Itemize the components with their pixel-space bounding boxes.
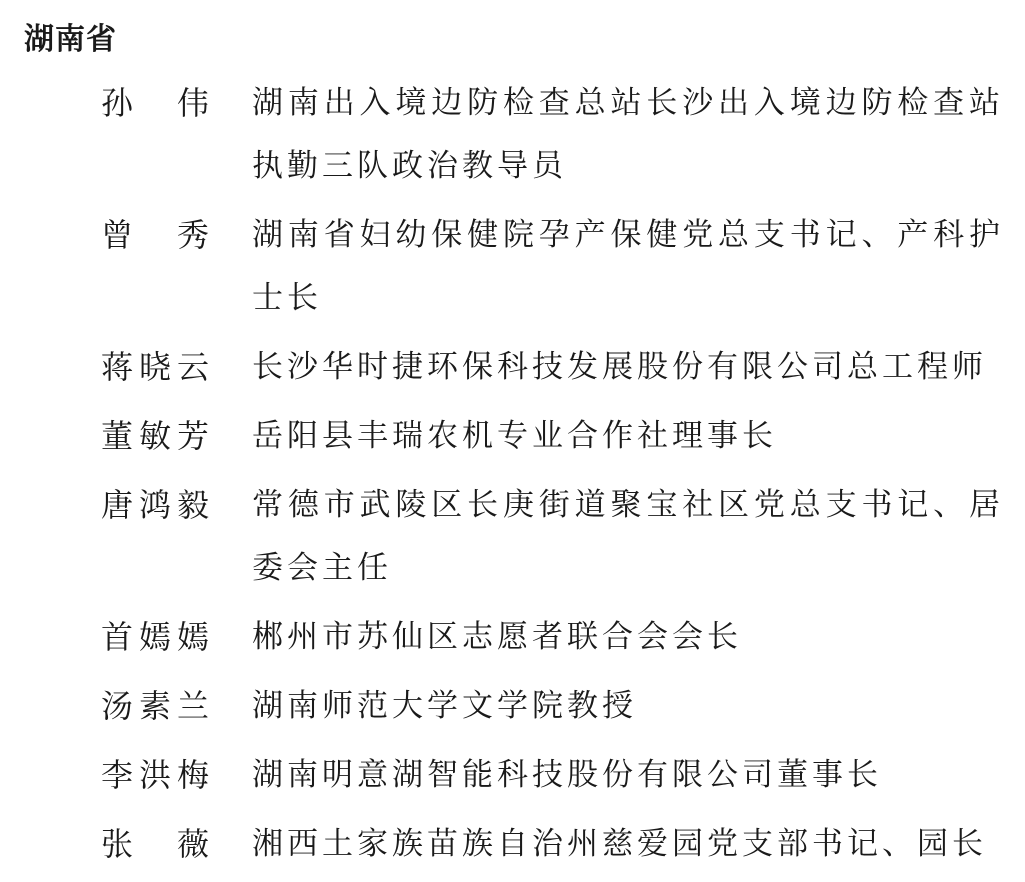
list-item bbox=[0, 336, 1025, 399]
person-name bbox=[101, 474, 209, 537]
name-char: 洪 bbox=[138, 756, 171, 794]
name-char: 孙 bbox=[101, 84, 134, 122]
person-title: 常德市武陵区长庚街道聚宝社区党总支书记、居委会主任 bbox=[252, 487, 1004, 586]
name-char: 秀 bbox=[176, 216, 209, 254]
list-item bbox=[0, 474, 1025, 600]
person-title: 长沙华时捷环保科技发展股份有限公司总工程师 bbox=[252, 349, 987, 385]
name-char: 唐 bbox=[101, 486, 134, 524]
list-item bbox=[0, 675, 1025, 738]
name-char: 嫣 bbox=[176, 618, 209, 656]
province-heading: 湖南省 bbox=[24, 22, 117, 57]
person-title: 郴州市苏仙区志愿者联合会会长 bbox=[252, 619, 742, 655]
person-title: 湖南明意湖智能科技股份有限公司董事长 bbox=[252, 757, 882, 793]
list-item bbox=[0, 606, 1025, 669]
person-name bbox=[101, 744, 209, 807]
name-char: 云 bbox=[176, 348, 209, 386]
name-char: 芳 bbox=[176, 417, 209, 455]
name-char: 兰 bbox=[176, 687, 209, 725]
name-char: 张 bbox=[101, 825, 134, 863]
name-char: 薇 bbox=[176, 825, 209, 863]
name-char: 嫣 bbox=[138, 618, 171, 656]
name-char: 李 bbox=[101, 756, 134, 794]
person-title: 湘西土家族苗族自治州慈爱园党支部书记、园长 bbox=[252, 826, 987, 862]
name-char: 伟 bbox=[176, 84, 209, 122]
person-name bbox=[101, 336, 209, 399]
person-title: 岳阳县丰瑞农机专业合作社理事长 bbox=[252, 418, 777, 454]
list-item bbox=[0, 72, 1025, 198]
name-char: 首 bbox=[101, 618, 134, 656]
name-char: 蒋 bbox=[101, 348, 134, 386]
person-name bbox=[101, 405, 209, 468]
person-name bbox=[101, 72, 209, 135]
name-char: 曾 bbox=[101, 216, 134, 254]
person-name bbox=[101, 813, 209, 876]
name-char: 鸿 bbox=[138, 486, 171, 524]
person-name bbox=[101, 606, 209, 669]
person-title: 湖南出入境边防检查总站长沙出入境边防检查站执勤三队政治教导员 bbox=[252, 85, 1004, 184]
name-char: 汤 bbox=[101, 687, 134, 725]
list-item bbox=[0, 813, 1025, 876]
name-char: 董 bbox=[101, 417, 134, 455]
person-name bbox=[101, 204, 209, 267]
person-name bbox=[101, 675, 209, 738]
name-char: 毅 bbox=[176, 486, 209, 524]
list-item bbox=[0, 405, 1025, 468]
person-title: 湖南省妇幼保健院孕产保健党总支书记、产科护士长 bbox=[252, 217, 1004, 316]
name-char: 敏 bbox=[138, 417, 171, 455]
person-title: 湖南师范大学文学院教授 bbox=[252, 688, 637, 724]
honoree-list bbox=[0, 72, 1025, 882]
list-item bbox=[0, 744, 1025, 807]
name-char: 素 bbox=[138, 687, 171, 725]
list-item bbox=[0, 204, 1025, 330]
name-char: 梅 bbox=[176, 756, 209, 794]
name-char: 晓 bbox=[138, 348, 171, 386]
